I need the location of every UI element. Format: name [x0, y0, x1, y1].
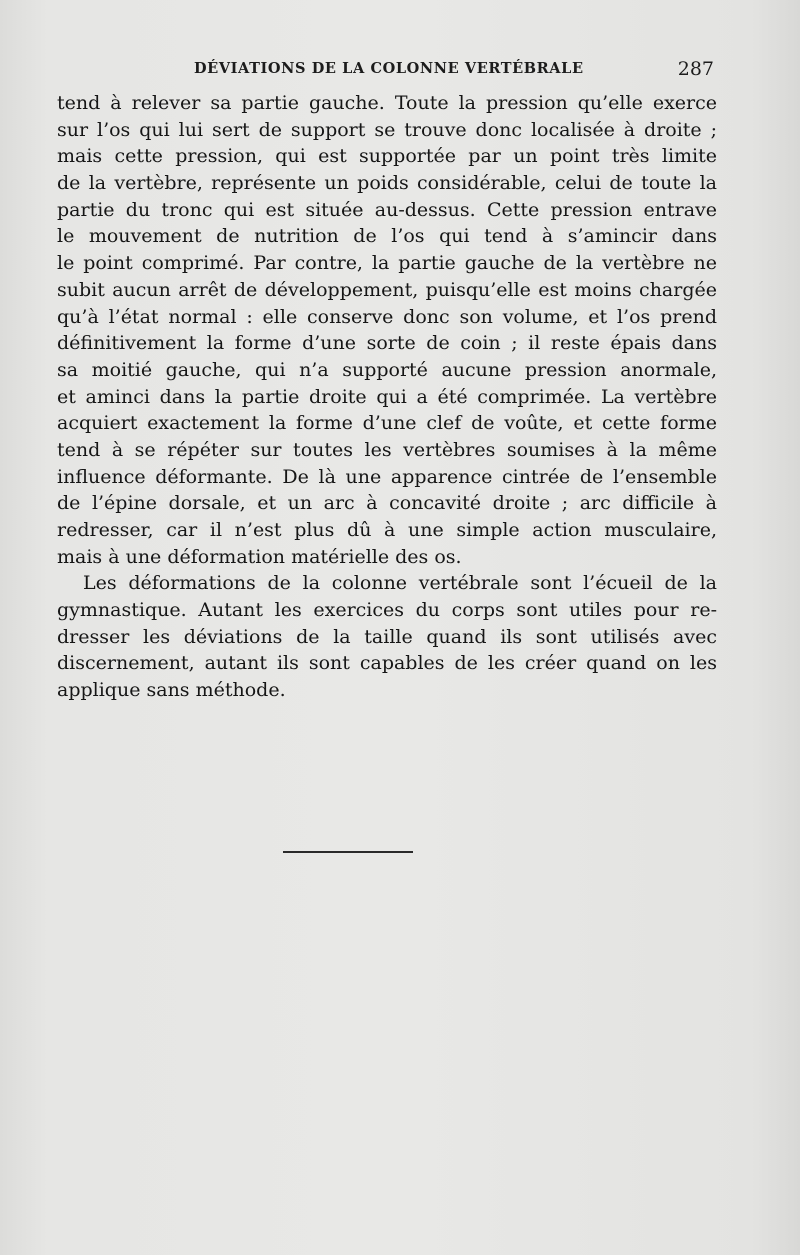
running-title: DÉVIATIONS DE LA COLONNE VERTÉBRALE	[194, 60, 584, 77]
text-line: tend à se répéter sur toutes les vertèbres soumises à la même	[57, 438, 717, 461]
text-line: et aminci dans la partie droite qui a été comprimée. La vertèbre	[57, 385, 717, 408]
text-line: qu’à l’état normal : elle conserve donc son volume, et l’os prend	[57, 305, 717, 328]
text-line: applique sans méthode.	[57, 679, 286, 702]
text-line: discernement, autant ils sont capables de les créer quand on les	[57, 652, 717, 675]
text-line: de la vertèbre, représente un poids considérable, celui de toute la	[57, 172, 717, 195]
text-line: sa moitié gauche, qui n’a supporté aucune pression anormale,	[57, 358, 717, 381]
text-line: sur l’os qui lui sert de support se trouve donc localisée à droite ;	[57, 118, 717, 141]
paragraph-2	[57, 570, 717, 703]
text-line: le point comprimé. Par contre, la partie gauche de la vertèbre ne	[57, 252, 717, 275]
text-line: acquiert exactement la forme d’une clef de voûte, et cette forme	[57, 412, 717, 435]
body-text	[57, 90, 717, 704]
text-line: mais cette pression, qui est supportée par un point très limite	[57, 145, 717, 168]
text-line: subit aucun arrêt de développement, puisqu’elle est moins chargée	[57, 278, 717, 301]
text-line: tend à relever sa partie gauche. Toute la pression qu’elle exerce	[57, 92, 717, 114]
text-line: de l’épine dorsale, et un arc à concavité droite ; arc difficile à	[57, 492, 717, 515]
text-line: partie du tronc qui est située au-dessus. Cette pression entrave	[57, 198, 717, 221]
text-line: influence déformante. De là une apparence cintrée de l’ensemble	[57, 465, 717, 488]
page-header	[58, 58, 714, 84]
text-line: mais à une déformation matérielle des os.	[57, 545, 462, 568]
text-line: le mouvement de nutrition de l’os qui tend à s’amincir dans	[57, 225, 717, 248]
paragraph-1	[57, 90, 717, 570]
text-line: définitivement la forme d’une sorte de coin ; il reste épais dans	[57, 332, 717, 355]
page-number: 287	[677, 58, 714, 80]
text-line: dresser les déviations de la taille quand ils sont utilisés avec	[57, 625, 717, 648]
text-line: gymnastique. Autant les exercices du corps sont utiles pour re-	[57, 599, 717, 622]
text-line: Les déformations de la colonne vertébrale sont l’écueil de la	[83, 572, 717, 595]
section-divider	[283, 851, 413, 853]
text-line: redresser, car il n’est plus dû à une simple action musculaire,	[57, 519, 717, 541]
